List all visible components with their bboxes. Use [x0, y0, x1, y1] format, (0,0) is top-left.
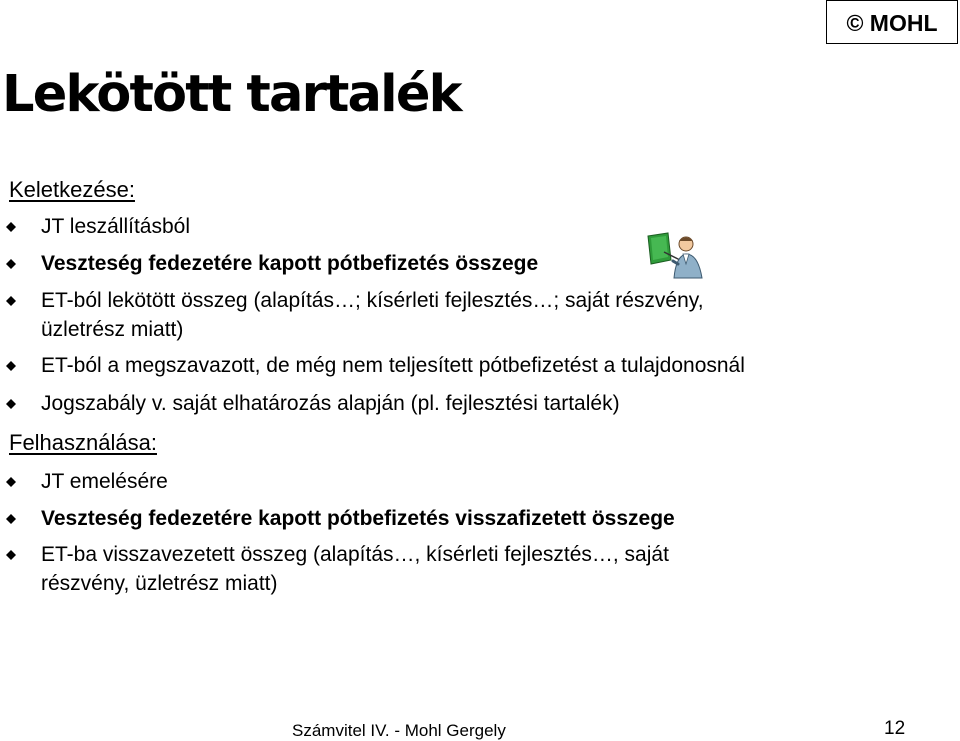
list-item [6, 540, 669, 598]
list-item-line: JT leszállításból [41, 215, 191, 238]
list-item-line: ET-ba visszavezetett összeg (alapítás…, kísérleti fejlesztés…, saját [41, 543, 669, 566]
list-item [6, 249, 538, 278]
list-item [6, 467, 168, 496]
diamond-bullet-icon [6, 361, 16, 371]
list-item-line: üzletrész miatt) [41, 318, 184, 341]
list-item-line: JT emelésére [41, 470, 168, 493]
diamond-bullet-icon [6, 514, 16, 524]
list-item [6, 212, 190, 241]
diamond-bullet-icon [6, 222, 16, 232]
diamond-bullet-icon [6, 399, 16, 409]
list-item-line: ET-ból lekötött összeg (alapítás…; kísérleti fejlesztés…; saját részvény, [41, 289, 704, 312]
list-item [6, 504, 675, 533]
list-item-line: Veszteség fedezetére kapott pótbefizetés összege [41, 252, 539, 275]
list-item [6, 286, 704, 344]
teacher-at-board-icon [646, 230, 708, 280]
diamond-bullet-icon [6, 296, 16, 306]
footer-course-author: Számvitel IV. - Mohl Gergely [292, 721, 506, 740]
diamond-bullet-icon [6, 259, 16, 269]
list-item [6, 389, 620, 418]
page-number: 12 [884, 718, 906, 739]
list-item [6, 351, 745, 380]
diamond-bullet-icon [6, 477, 16, 487]
list-item-line: Jogszabály v. saját elhatározás alapján (pl. fejlesztési tartalék) [41, 392, 620, 415]
section-heading-origin: Keletkezése: [9, 177, 135, 202]
slide-title: Lekötött tartalék [2, 65, 461, 124]
diamond-bullet-icon [6, 550, 16, 560]
list-item-line: részvény, üzletrész miatt) [41, 572, 278, 595]
copyright-label: © MOHL [826, 0, 958, 44]
list-item-line: ET-ból a megszavazott, de még nem teljesített pótbefizetést a tulajdonosnál [41, 354, 745, 377]
section-heading-usage: Felhasználása: [9, 430, 157, 455]
list-item-line: Veszteség fedezetére kapott pótbefizetés visszafizetett összege [41, 507, 675, 530]
